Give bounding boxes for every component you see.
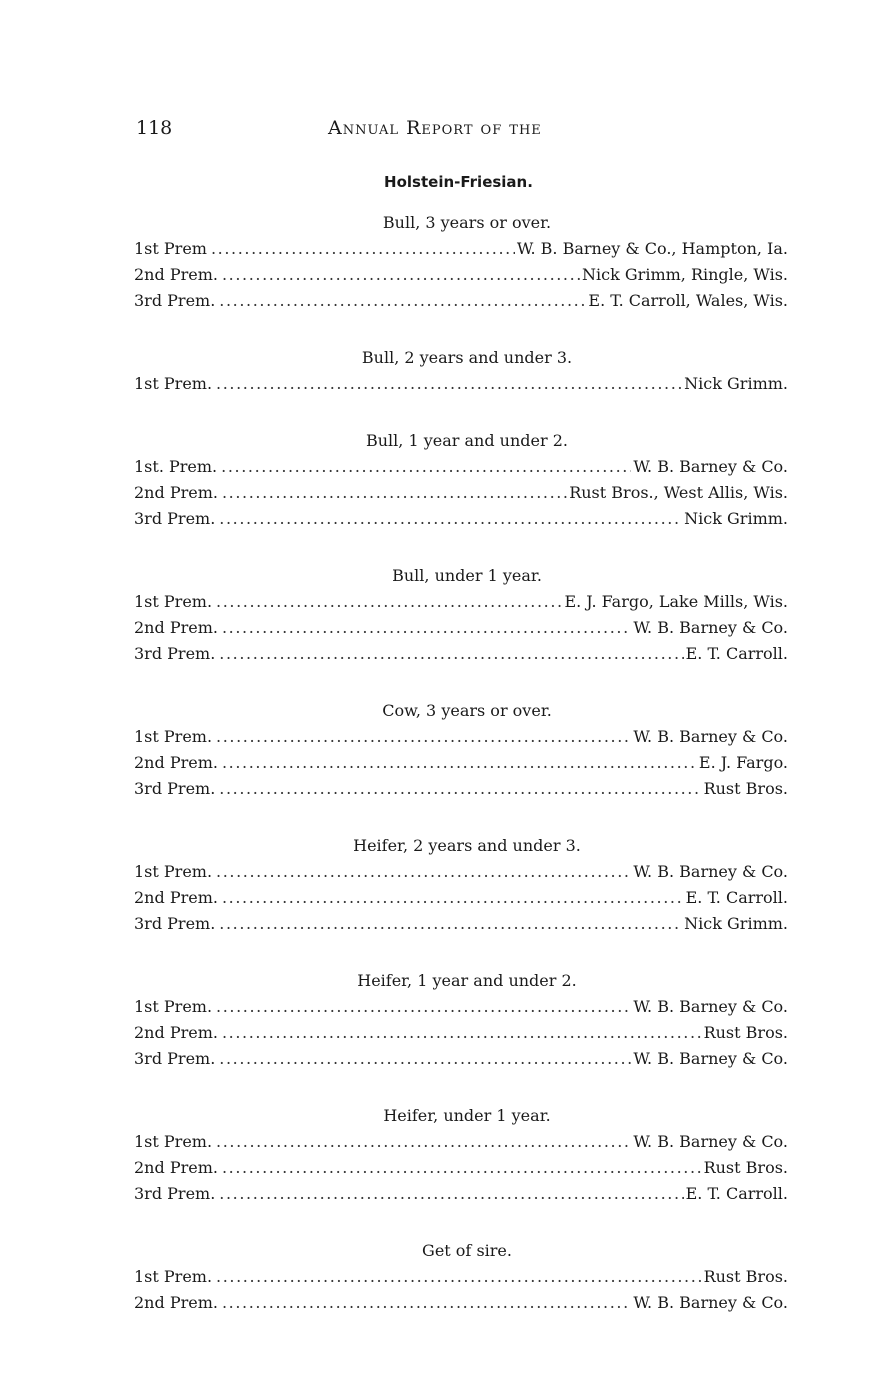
- class-heading: Get of sire.: [422, 1241, 512, 1260]
- dot-leader: [219, 1046, 631, 1072]
- premium-place: 2nd Prem.: [134, 753, 218, 772]
- premium-place: 2nd Prem.: [134, 1023, 218, 1042]
- dot-leader: [219, 911, 682, 937]
- premium-place: 1st. Prem.: [134, 457, 218, 476]
- premium-entry: [134, 1181, 788, 1207]
- premium-entry: [134, 615, 788, 641]
- premium-entry: [134, 262, 788, 288]
- premium-entry: [134, 641, 788, 667]
- dot-leader: [216, 859, 631, 885]
- premium-winner: Nick Grimm, Ringle, Wis.: [582, 265, 788, 284]
- premium-place: 2nd Prem.: [134, 618, 218, 637]
- class-heading: Heifer, under 1 year.: [383, 1106, 551, 1125]
- dot-leader: [222, 750, 697, 776]
- premium-entry: [134, 480, 788, 506]
- premium-entry: [134, 724, 788, 750]
- premium-place: 1st Prem.: [134, 727, 213, 746]
- premium-entry: [134, 776, 788, 802]
- class-heading: Heifer, 1 year and under 2.: [357, 971, 577, 990]
- premium-winner: Rust Bros.: [703, 1267, 788, 1286]
- class-section: [134, 210, 788, 314]
- premium-winner: E. T. Carroll.: [685, 1184, 788, 1203]
- class-section: [134, 428, 788, 532]
- premium-winner: W. B. Barney & Co.: [633, 727, 788, 746]
- page-number: 118: [136, 117, 173, 139]
- premium-place: 1st Prem.: [134, 374, 213, 393]
- premium-winner: W. B. Barney & Co.: [633, 1049, 788, 1068]
- premium-entry: [134, 1020, 788, 1046]
- running-head: Annual Report of the: [328, 117, 542, 139]
- premium-place: 3rd Prem.: [134, 914, 216, 933]
- class-heading: Bull, under 1 year.: [392, 566, 542, 585]
- dot-leader: [222, 1020, 702, 1046]
- class-section: [134, 1238, 788, 1316]
- class-section: [134, 698, 788, 802]
- dot-leader: [222, 615, 631, 641]
- dot-leader: [222, 1290, 631, 1316]
- premium-place: 2nd Prem.: [134, 265, 218, 284]
- premium-entry: [134, 994, 788, 1020]
- breed-title: Holstein-Friesian.: [384, 173, 533, 191]
- premium-entry: [134, 1046, 788, 1072]
- class-heading: Heifer, 2 years and under 3.: [353, 836, 581, 855]
- premium-winner: Nick Grimm.: [684, 914, 788, 933]
- dot-leader: [219, 288, 586, 314]
- premium-winner: E. T. Carroll.: [685, 644, 788, 663]
- dot-leader: [216, 1264, 702, 1290]
- premium-winner: E. J. Fargo, Lake Mills, Wis.: [564, 592, 788, 611]
- premium-winner: W. B. Barney & Co.: [633, 1293, 788, 1312]
- premium-place: 3rd Prem.: [134, 291, 216, 310]
- premium-entry: [134, 454, 788, 480]
- premium-place: 1st Prem.: [134, 1132, 213, 1151]
- premium-place: 3rd Prem.: [134, 779, 216, 798]
- dot-leader: [222, 885, 684, 911]
- premium-winner: Rust Bros.: [703, 1158, 788, 1177]
- class-section: [134, 345, 788, 397]
- premium-winner: Rust Bros.: [703, 779, 788, 798]
- premium-entry: [134, 589, 788, 615]
- dot-leader: [219, 1181, 683, 1207]
- premium-place: 2nd Prem.: [134, 888, 218, 907]
- premium-place: 2nd Prem.: [134, 1293, 218, 1312]
- premium-entry: [134, 750, 788, 776]
- premium-place: 3rd Prem.: [134, 1049, 216, 1068]
- premium-list: [134, 210, 788, 1347]
- premium-winner: Rust Bros.: [703, 1023, 788, 1042]
- premium-entry: [134, 1155, 788, 1181]
- dot-leader: [221, 454, 631, 480]
- dot-leader: [219, 641, 683, 667]
- premium-place: 2nd Prem.: [134, 483, 218, 502]
- premium-place: 1st Prem: [134, 239, 207, 258]
- premium-entry: [134, 506, 788, 532]
- premium-place: 1st Prem.: [134, 862, 213, 881]
- dot-leader: [216, 724, 631, 750]
- premium-place: 1st Prem.: [134, 592, 213, 611]
- premium-winner: E. T. Carroll.: [685, 888, 788, 907]
- premium-place: 1st Prem.: [134, 1267, 213, 1286]
- premium-winner: Nick Grimm.: [684, 509, 788, 528]
- dot-leader: [219, 506, 682, 532]
- premium-entry: [134, 911, 788, 937]
- premium-place: 3rd Prem.: [134, 644, 216, 663]
- dot-leader: [216, 371, 682, 397]
- premium-place: 3rd Prem.: [134, 509, 216, 528]
- dot-leader: [222, 262, 580, 288]
- premium-entry: [134, 1290, 788, 1316]
- premium-entry: [134, 885, 788, 911]
- premium-winner: Rust Bros., West Allis, Wis.: [569, 483, 788, 502]
- class-heading: Bull, 3 years or over.: [382, 213, 552, 232]
- class-section: [134, 1103, 788, 1207]
- dot-leader: [216, 1129, 631, 1155]
- premium-winner: W. B. Barney & Co.: [633, 1132, 788, 1151]
- class-section: [134, 563, 788, 667]
- class-section: [134, 833, 788, 937]
- premium-entry: [134, 859, 788, 885]
- class-section: [134, 968, 788, 1072]
- premium-entry: [134, 1264, 788, 1290]
- dot-leader: [211, 236, 515, 262]
- class-heading: Bull, 2 years and under 3.: [361, 348, 573, 367]
- premium-winner: E. J. Fargo.: [698, 753, 788, 772]
- premium-winner: Nick Grimm.: [684, 374, 788, 393]
- premium-winner: W. B. Barney & Co.: [633, 997, 788, 1016]
- premium-entry: [134, 371, 788, 397]
- premium-entry: [134, 236, 788, 262]
- dot-leader: [216, 994, 631, 1020]
- premium-winner: W. B. Barney & Co.: [633, 618, 788, 637]
- dot-leader: [216, 589, 562, 615]
- premium-entry: [134, 288, 788, 314]
- premium-place: 1st Prem.: [134, 997, 213, 1016]
- premium-winner: W. B. Barney & Co., Hampton, Ia.: [516, 239, 788, 258]
- premium-winner: W. B. Barney & Co.: [633, 457, 788, 476]
- dot-leader: [222, 480, 567, 506]
- premium-place: 2nd Prem.: [134, 1158, 218, 1177]
- class-heading: Cow, 3 years or over.: [382, 701, 552, 720]
- premium-winner: W. B. Barney & Co.: [633, 862, 788, 881]
- premium-winner: E. T. Carroll, Wales, Wis.: [588, 291, 788, 310]
- class-heading: Bull, 1 year and under 2.: [365, 431, 568, 450]
- dot-leader: [219, 776, 701, 802]
- premium-place: 3rd Prem.: [134, 1184, 216, 1203]
- premium-entry: [134, 1129, 788, 1155]
- dot-leader: [222, 1155, 702, 1181]
